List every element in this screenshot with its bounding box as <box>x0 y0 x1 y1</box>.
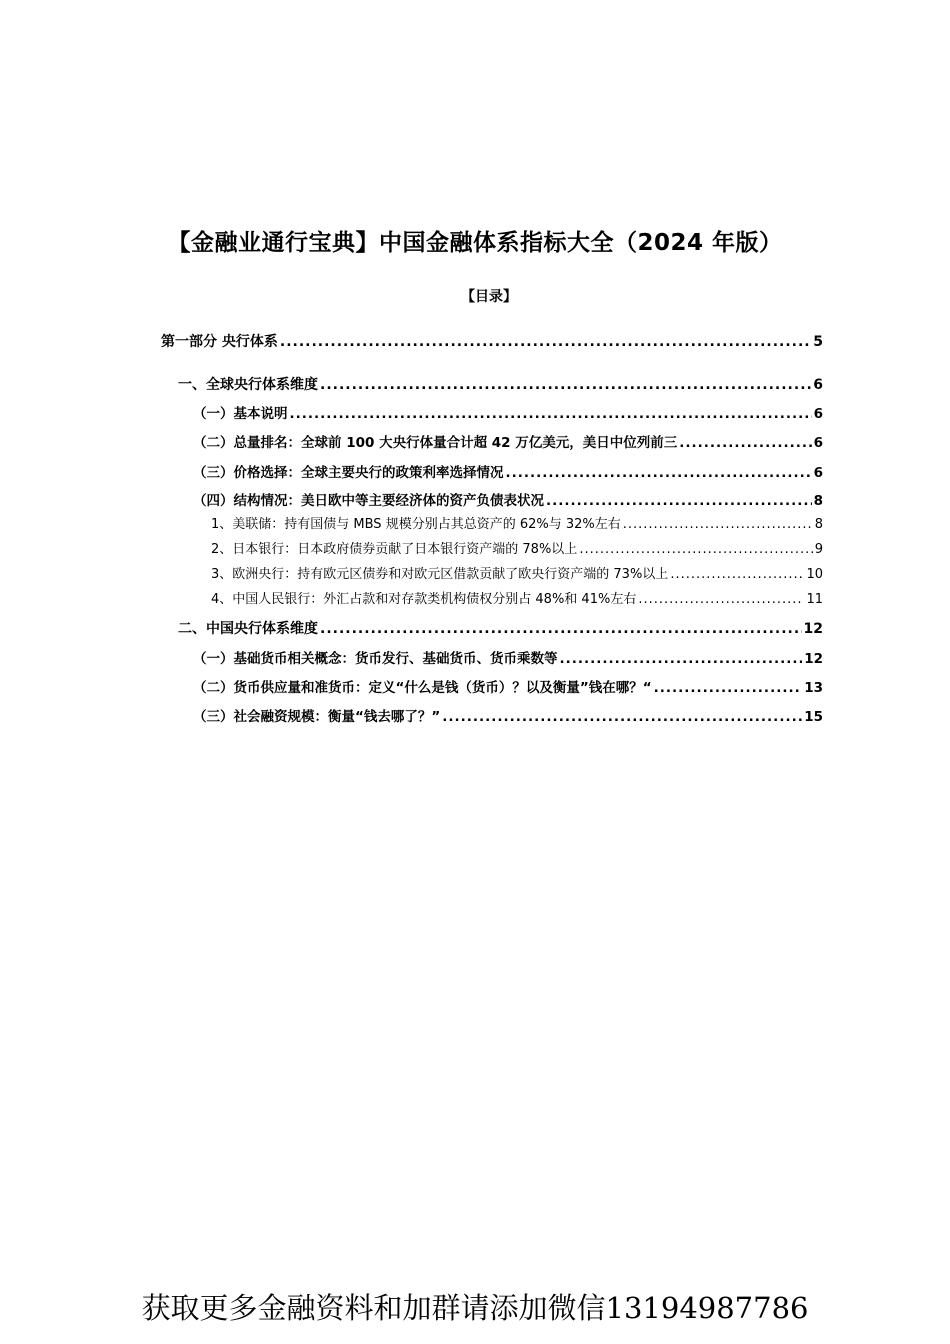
toc-entry-page: 12 <box>804 651 823 667</box>
toc-entry[interactable] <box>211 588 823 607</box>
toc-leader-dots <box>320 621 802 637</box>
toc-leader-dots <box>560 651 803 667</box>
toc-entry-label: （三）社会融资规模：衡量“钱去哪了？” <box>193 709 441 725</box>
document-title: 【金融业通行宝典】中国金融体系指标大全（2024 年版） <box>167 230 783 256</box>
toc-entry-label: （三）价格选择：全球主要央行的政策利率选择情况 <box>193 465 504 481</box>
footer-watermark-text: 获取更多金融资料和加群请添加微信13194987786 <box>141 1291 809 1325</box>
toc-leader-dots <box>679 435 811 451</box>
toc-entry[interactable] <box>193 489 823 509</box>
toc-entry-label: 4、中国人民银行：外汇占款和对存款类机构债权分别占 48%和 41%左右 <box>211 592 637 607</box>
toc-leader-dots <box>442 709 802 725</box>
toc-leader-dots <box>506 465 812 481</box>
toc-entry[interactable] <box>211 563 823 582</box>
toc-heading: 【目录】 <box>461 289 517 305</box>
toc-entry-label: （二）货币供应量和准货币：定义“什么是钱（货币）？以及衡量”钱在哪？“ <box>193 680 652 696</box>
toc-entry-page: 10 <box>806 567 823 582</box>
toc-leader-dots <box>290 406 812 422</box>
toc-entry[interactable] <box>193 676 823 696</box>
toc-entry[interactable] <box>178 374 823 394</box>
toc-leader-dots <box>623 517 813 532</box>
toc-entry-label: （二）总量排名：全球前 100 大央行体量合计超 42 万亿美元，美日中位列前三 <box>193 435 678 451</box>
toc-leader-dots <box>579 542 812 557</box>
toc-entry-page: 6 <box>813 406 823 422</box>
toc-entry-label: 3、欧洲央行：持有欧元区债券和对欧元区借款贡献了欧央行资产端的 73%以上 <box>211 567 669 582</box>
toc-entry-page: 6 <box>813 465 823 481</box>
toc-entry[interactable] <box>161 331 823 351</box>
toc-leader-dots <box>280 334 811 350</box>
toc-entry-page: 8 <box>813 493 823 509</box>
toc-entry[interactable] <box>193 431 823 451</box>
toc-entry-page: 5 <box>813 334 823 350</box>
toc-entry-page: 9 <box>814 542 823 557</box>
toc-entry-page: 15 <box>804 709 823 725</box>
toc-entry-label: 第一部分 央行体系 <box>161 334 278 350</box>
toc-entry[interactable] <box>193 705 823 725</box>
toc-entry[interactable] <box>193 647 823 667</box>
toc-leader-dots <box>546 493 812 509</box>
toc-entry[interactable] <box>178 618 823 638</box>
toc-leader-dots <box>654 680 803 696</box>
toc-leader-dots <box>638 592 804 607</box>
toc-entry-label: （一）基础货币相关概念：货币发行、基础货币、货币乘数等 <box>193 651 558 667</box>
toc-entry[interactable] <box>211 538 823 557</box>
toc-leader-dots <box>670 567 804 582</box>
toc-entry-label: 1、美联储：持有国债与 MBS 规模分别占其总资产的 62%与 32%左右 <box>211 517 621 532</box>
toc-entry-label: （一）基本说明 <box>193 406 288 422</box>
toc-leader-dots <box>320 377 811 393</box>
toc-entry-page: 12 <box>803 621 823 637</box>
toc-entry-label: 二、中国央行体系维度 <box>178 621 318 637</box>
toc-entry[interactable] <box>211 513 823 532</box>
toc-entry-label: 一、全球央行体系维度 <box>178 377 318 393</box>
toc-entry-page: 6 <box>813 377 823 393</box>
toc-entry[interactable] <box>193 402 823 422</box>
toc-entry[interactable] <box>193 461 823 481</box>
toc-entry-page: 13 <box>804 680 823 696</box>
toc-entry-page: 8 <box>814 517 823 532</box>
toc-entry-label: （四）结构情况：美日欧中等主要经济体的资产负债表状况 <box>193 493 544 509</box>
toc-entry-page: 11 <box>806 592 823 607</box>
toc-entry-label: 2、日本银行：日本政府债券贡献了日本银行资产端的 78%以上 <box>211 542 578 557</box>
toc-entry-page: 6 <box>813 435 823 451</box>
